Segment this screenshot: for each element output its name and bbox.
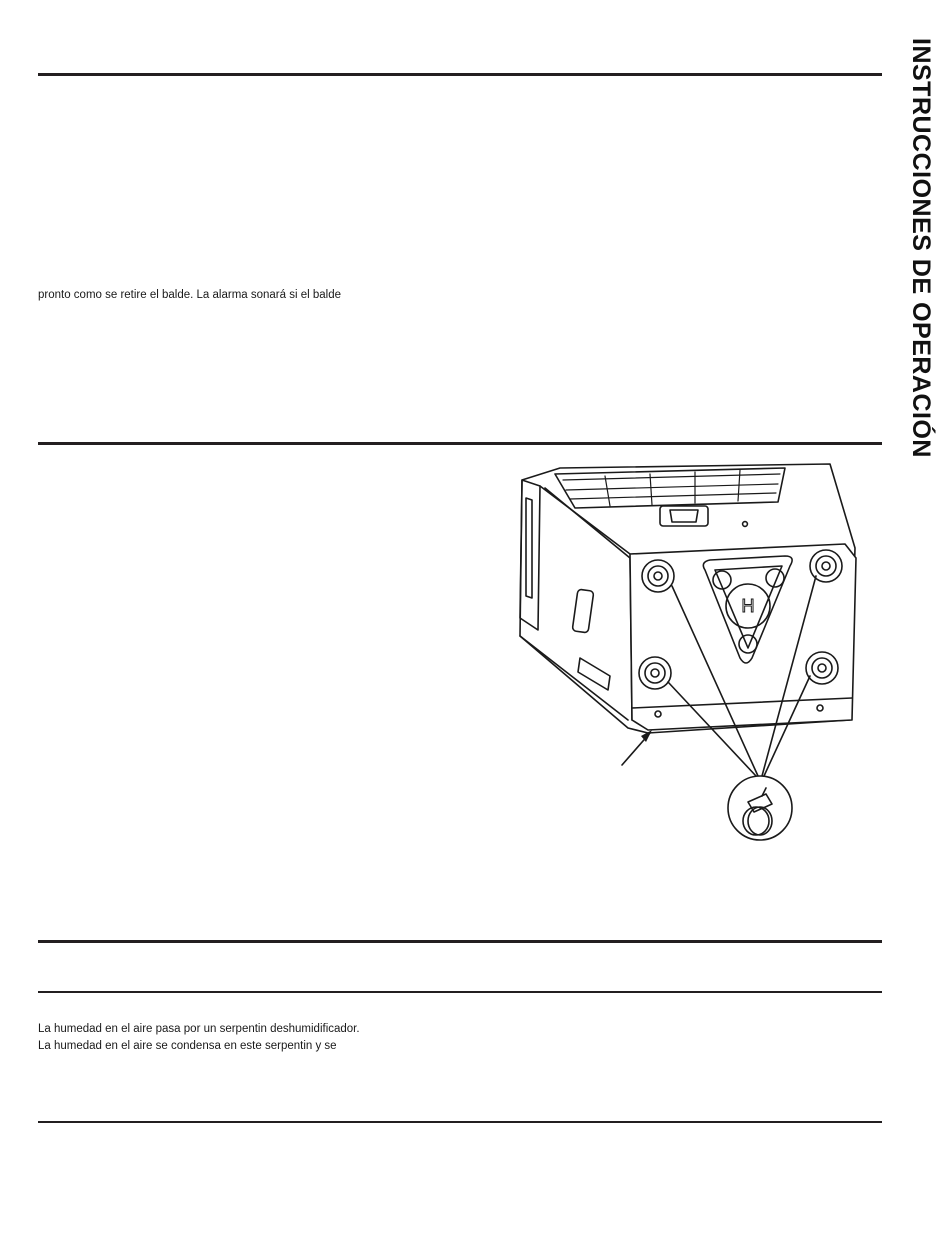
section-rule-bottom xyxy=(38,1121,882,1123)
bucket-alarm-text: pronto como se retire el balde. La alarma sonará si el balde xyxy=(38,289,342,301)
how-it-works-line-2: La humedad en el aire se condensa en este serpentin y se xyxy=(38,1040,337,1052)
side-section-title: INSTRUCCIONES DE OPERACIÓN xyxy=(907,38,935,458)
plate-letter: H xyxy=(741,596,755,616)
section-rule-third xyxy=(38,940,882,943)
section-rule-fourth xyxy=(38,991,882,993)
how-it-works-line-1: La humedad en el aire pasa por un serpentin deshumidificador. xyxy=(38,1023,360,1035)
section-rule-casters xyxy=(38,442,882,445)
dehumidifier-casters-icon xyxy=(500,458,870,848)
section-rule-top xyxy=(38,73,882,76)
